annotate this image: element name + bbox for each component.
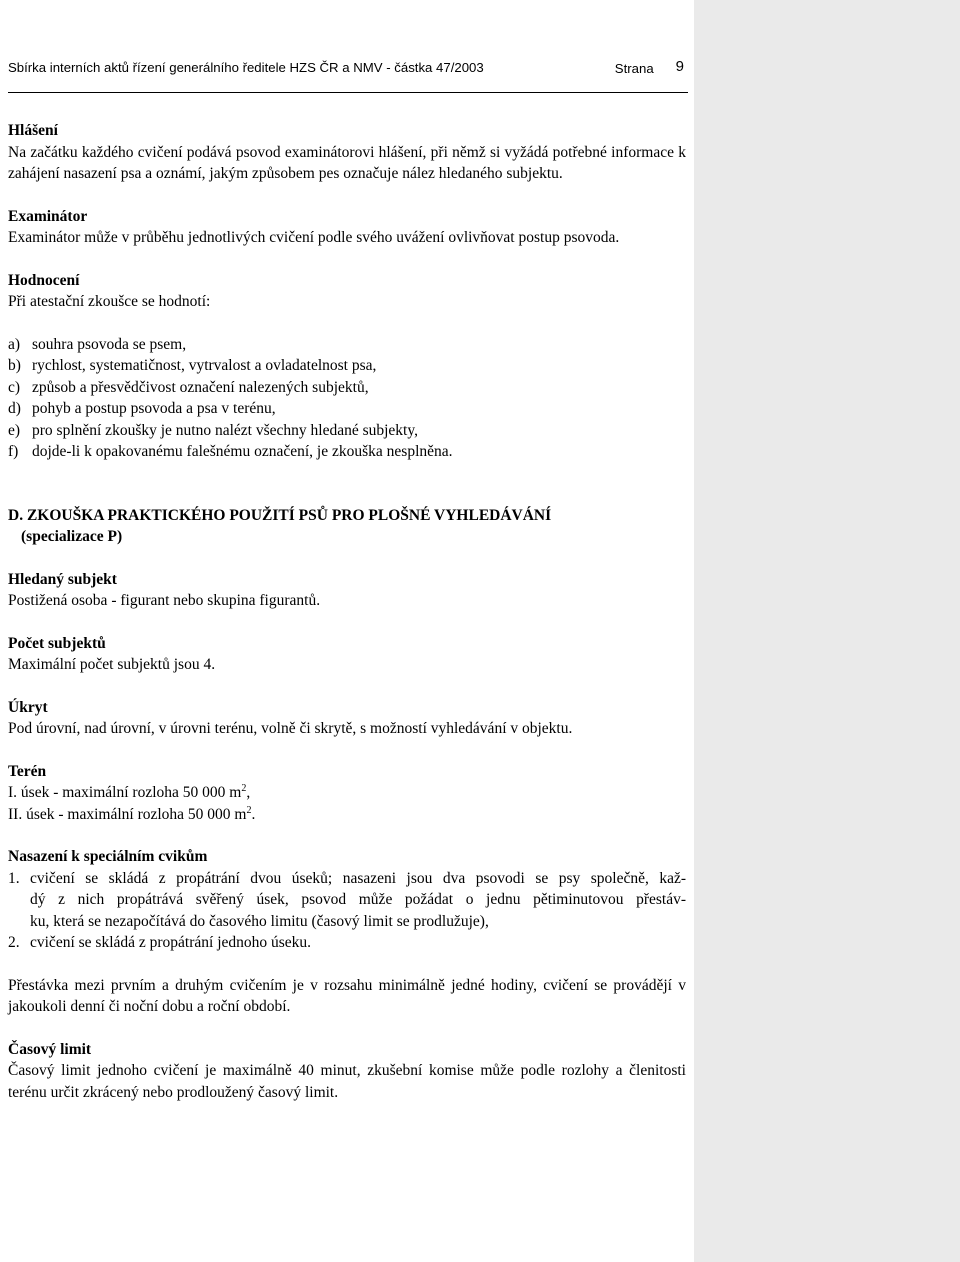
teren-line-1-text: I. úsek - maximální rozloha 50 000 m	[8, 784, 242, 801]
nasazeni-list	[8, 868, 686, 954]
heading-examinator: Examinátor	[8, 207, 88, 225]
document-body	[8, 120, 686, 1103]
teren-line-2-end: .	[251, 805, 256, 823]
list-item	[8, 355, 686, 377]
paragraph-ukryt: Pod úrovní, nad úrovní, v úrovni terénu, volně či skrytě, s možností vyhledávání v objektu.	[8, 720, 573, 737]
superscript: 2	[241, 782, 247, 794]
paragraph-pocet-subjektu: Maximální počet subjektů jsou 4.	[8, 656, 216, 673]
paragraph-casovy-limit: Časový limit jednoho cvičení je maximálně 40 minut, zkušební komise může podle rozlohy a členitosti terénu určit zkrácený nebo prodloužený časový limit.	[8, 1062, 686, 1101]
hodnoceni-list	[8, 334, 686, 463]
heading-hodnoceni: Hodnocení	[8, 271, 80, 289]
header-title: Sbírka interních aktů řízení generálního ředitele HZS ČR a NMV - částka 47/2003	[8, 60, 484, 75]
hodnoceni-intro: Při atestační zkoušce se hodnotí:	[8, 293, 211, 310]
list-item	[8, 398, 686, 420]
teren-line-1	[8, 782, 686, 804]
list-marker: d)	[8, 400, 21, 417]
list-item	[8, 932, 686, 954]
header-page-info	[615, 60, 684, 77]
list-item-text: cvičení se skládá z propátrání jednoho úseku.	[30, 934, 312, 951]
list-marker: f)	[8, 443, 19, 460]
list-item-text: pohyb a postup psovoda a psa v terénu,	[32, 400, 276, 417]
paragraph-examinator: Examinátor může v průběhu jednotlivých cvičení podle svého uvážení ovlivňovat postup psovoda.	[8, 229, 620, 246]
list-item-text: dojde-li k opakovanému falešnému označení, je zkouška nesplněna.	[32, 443, 453, 460]
list-item	[8, 334, 686, 356]
teren-line-2	[8, 804, 686, 826]
section-d-subtitle: (specializace P)	[21, 528, 123, 545]
heading-casovy-limit: Časový limit	[8, 1040, 92, 1058]
list-marker: b)	[8, 357, 21, 374]
list-item	[8, 420, 686, 442]
list-item-line: cvičení se skládá z propátrání dvou úseků; nasazeni jsou dva psovodi se psy společně, kaž-	[30, 869, 686, 887]
list-marker: a)	[8, 335, 21, 353]
list-marker: c)	[8, 378, 21, 396]
list-marker: 2.	[8, 934, 20, 951]
section-d-title: D. ZKOUŠKA PRAKTICKÉHO POUŽITÍ PSŮ PRO PLOŠNÉ VYHLEDÁVÁNÍ	[8, 506, 552, 524]
page-header	[8, 52, 688, 93]
list-marker: 1.	[8, 869, 20, 887]
paragraph-hlaseni: Na začátku každého cvičení podává psovod examinátorovi hlášení, při němž si vyžádá potřebné informace k zahájení nasazení psa a oznámí, jakým způsobem pes označuje nález hledaného subjektu.	[8, 143, 686, 182]
paragraph-hledany-subjekt: Postižená osoba - figurant nebo skupina figurantů.	[8, 592, 321, 609]
heading-nasazeni: Nasazení k speciálním cvikům	[8, 848, 208, 865]
heading-ukryt: Úkryt	[8, 698, 48, 716]
list-item	[8, 377, 686, 399]
heading-hlaseni: Hlášení	[8, 122, 58, 139]
heading-hledany-subjekt: Hledaný subjekt	[8, 570, 117, 588]
list-marker: e)	[8, 421, 21, 439]
teren-line-1-end: ,	[246, 784, 251, 801]
paragraph-prestavka: Přestávka mezi prvním a druhým cvičením je v rozsahu minimálně jedné hodiny, cvičení se provádějí v jakoukoli denní či noční dobu a roční období.	[8, 976, 686, 1015]
comment-margin-pane	[694, 0, 960, 1262]
list-item-text: pro splnění zkoušky je nutno nalézt všechny hledané subjekty,	[32, 421, 418, 439]
list-item-text: způsob a přesvědčivost označení nalezených subjektů,	[32, 378, 369, 396]
list-item	[8, 868, 686, 933]
list-item-text: rychlost, systematičnost, vytrvalost a ovladatelnost psa,	[32, 357, 377, 374]
heading-pocet-subjektu: Počet subjektů	[8, 634, 106, 652]
list-item	[8, 441, 686, 463]
list-item-text: souhra psovoda se psem,	[32, 335, 187, 353]
superscript: 2	[246, 804, 252, 816]
list-item-line: dý z nich propátrává svěřený úsek, psovod může požádat o jednu pětiminutovou přestáv-	[30, 891, 686, 908]
page-label: Strana	[614, 61, 654, 76]
page-number: 9	[675, 58, 684, 75]
teren-line-2-text: II. úsek - maximální rozloha 50 000 m	[8, 805, 247, 823]
heading-teren: Terén	[8, 762, 47, 780]
list-item-line: ku, která se nezapočítává do časového limitu (časový limit se prodlužuje),	[30, 912, 489, 930]
